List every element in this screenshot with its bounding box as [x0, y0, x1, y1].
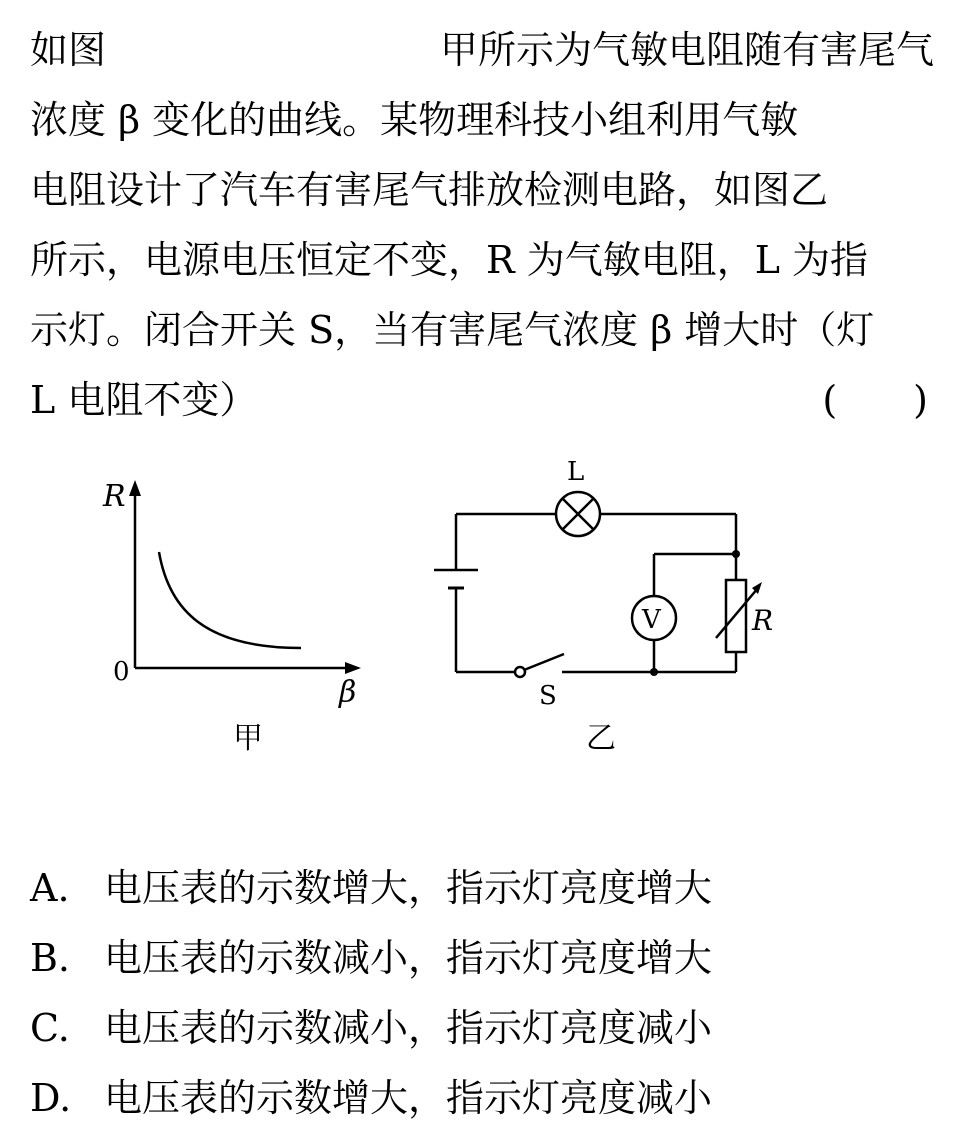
y-axis-label: R: [103, 479, 126, 514]
stem-line-1: [30, 28, 934, 72]
option-a-text: 电压表的示数增大，指示灯亮度增大: [104, 866, 713, 910]
figure-yi: [420, 448, 800, 758]
option-d-letter: D.: [30, 1076, 72, 1120]
stem-line-1-left: 如图: [30, 28, 107, 72]
stem-line-1-right: 甲所示为气敏电阻随有害尾气: [439, 28, 934, 72]
option-d-text: 电压表的示数增大，指示灯亮度减小: [104, 1076, 713, 1120]
option-b[interactable]: [30, 936, 712, 980]
x-axis-arrow: [345, 662, 361, 674]
origin-label: 0: [113, 657, 130, 687]
option-c[interactable]: [30, 1006, 712, 1050]
stem-line-6: L 电阻不变）: [30, 378, 258, 422]
y-axis-arrow: [129, 480, 141, 496]
junction-dot-top: [732, 550, 740, 558]
stem-line-4: 所示，电源电压恒定不变，R 为气敏电阻，L 为指: [30, 238, 869, 282]
x-axis-label: β: [339, 675, 357, 710]
option-c-text: 电压表的示数减小，指示灯亮度减小: [104, 1006, 713, 1050]
answer-paren: ( ): [822, 378, 928, 422]
caption-yi: 乙: [586, 721, 616, 756]
switch-pivot: [515, 667, 525, 677]
option-b-letter: B.: [30, 936, 71, 980]
option-c-letter: C.: [30, 1006, 70, 1050]
stem-line-3: 电阻设计了汽车有害尾气排放检测电路，如图乙: [30, 168, 829, 212]
stem-line-5: 示灯。闭合开关 S，当有害尾气浓度 β 增大时（灯: [30, 308, 875, 352]
option-a[interactable]: [30, 866, 712, 910]
r-beta-curve: [159, 552, 301, 648]
switch-blade: [524, 654, 564, 670]
option-a-letter: A.: [30, 866, 70, 910]
option-d[interactable]: [30, 1076, 712, 1120]
switch-label: S: [539, 681, 557, 711]
figure-jia: [95, 470, 395, 760]
stem-line-2: 浓度 β 变化的曲线。某物理科技小组利用气敏: [30, 98, 799, 142]
junction-dot-bottom: [650, 668, 658, 676]
lamp-label: L: [567, 457, 585, 487]
resistor-label: R: [752, 604, 774, 637]
voltmeter-label: V: [642, 605, 661, 635]
option-b-text: 电压表的示数减小，指示灯亮度增大: [104, 936, 713, 980]
caption-jia: 甲: [233, 721, 263, 756]
